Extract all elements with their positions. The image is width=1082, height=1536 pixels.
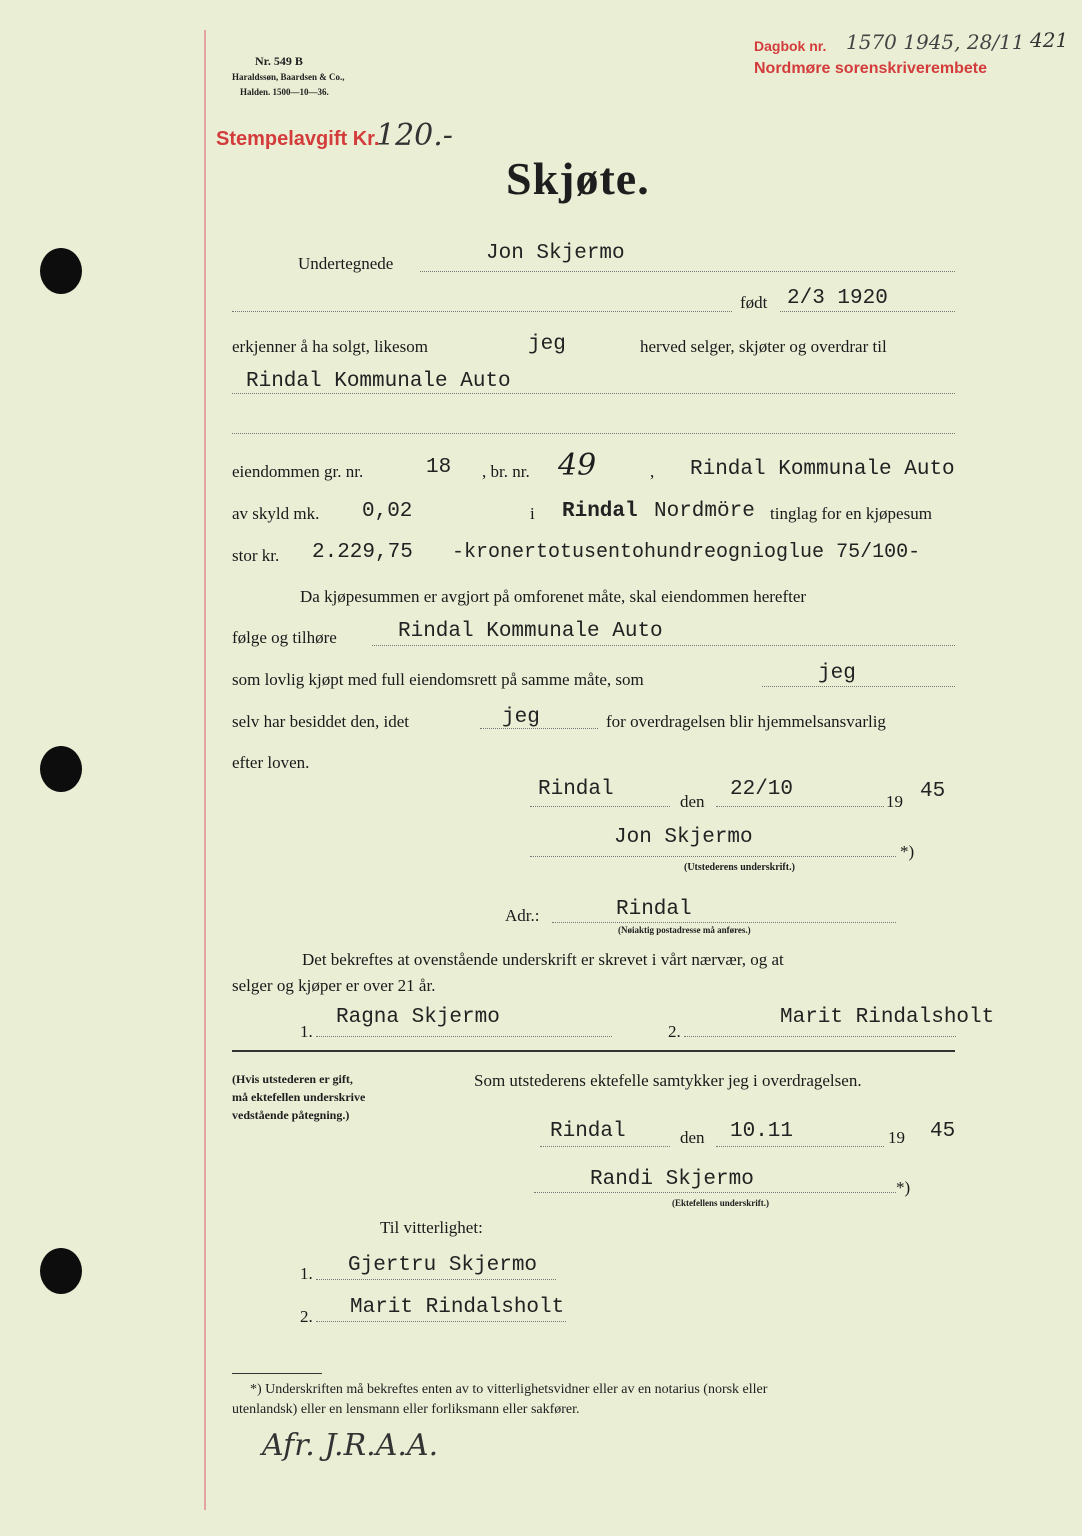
- sign-year: 45: [920, 780, 946, 803]
- folge-name: Rindal Kommunale Auto: [398, 620, 663, 643]
- vitne-2-name: Marit Rindalsholt: [350, 1296, 565, 1319]
- acknowledge-text: erkjenner å ha solgt, likesom: [232, 337, 428, 356]
- fill-line: [316, 1321, 566, 1322]
- sign-place: Rindal: [538, 778, 614, 801]
- address-label: Adr.:: [505, 906, 540, 925]
- sign-date: 22/10: [730, 778, 794, 801]
- fill-line: [716, 806, 884, 807]
- footnote-line-2: utenlandsk) eller en lensmann eller forliksmann eller sakfører.: [232, 1402, 580, 1417]
- document-title: Skjøte.: [506, 153, 650, 204]
- fill-line: [232, 393, 955, 394]
- vitne-1-name: Gjertru Skjermo: [348, 1254, 538, 1277]
- den-label: den: [680, 792, 705, 811]
- punch-hole: [40, 248, 82, 294]
- i-label: i: [530, 504, 535, 523]
- spouse-den-label: den: [680, 1128, 705, 1147]
- herved-text: herved selger, skjøter og overdrar til: [640, 337, 887, 356]
- property-label: eiendommen gr. nr.: [232, 462, 364, 481]
- fill-line: [780, 311, 955, 312]
- vitterlighet-label: Til vitterlighet:: [380, 1218, 483, 1237]
- spouse-signature: Randi Skjermo: [590, 1168, 754, 1191]
- skyld-label: av skyld mk.: [232, 504, 320, 523]
- punch-hole: [40, 1248, 82, 1294]
- year-prefix: 19: [886, 792, 903, 811]
- page-number: 421: [1030, 28, 1069, 52]
- gr-number: 18: [426, 456, 452, 479]
- br-label: , br. nr.: [482, 462, 530, 481]
- overdragelsen-text: for overdragelsen blir hjemmelsansvarlig: [606, 712, 886, 731]
- fill-line: [316, 1036, 612, 1037]
- fill-line: [232, 433, 955, 434]
- fill-line: [530, 806, 670, 807]
- purchase-amount: 2.229,75: [312, 541, 413, 564]
- spouse-sign-date: 10.11: [730, 1120, 794, 1143]
- witness-number-1: 1.: [300, 1022, 313, 1041]
- fill-line: [232, 311, 732, 312]
- fill-line: [762, 686, 955, 687]
- spouse-sign-year: 45: [930, 1120, 956, 1143]
- footnote-line-1: *) Underskriften må bekreftes enten av to vitterlighetsvidner eller av en notarius (norsk eller: [250, 1382, 768, 1397]
- acknowledge-pronoun: jeg: [528, 333, 566, 356]
- fill-line: [316, 1279, 556, 1280]
- parish-struck: Rindal: [562, 500, 638, 523]
- fill-line: [530, 856, 896, 857]
- spouse-footnote-star: *): [896, 1178, 911, 1197]
- journal-number: 1570 1945, 28/11: [846, 30, 1025, 54]
- section-divider: [232, 1050, 955, 1052]
- tinglag-text: tinglag for en kjøpesum: [770, 504, 932, 523]
- line-da: Da kjøpesummen er avgjort på omforenet måte, skal eiendommen herefter: [300, 587, 807, 606]
- witness-line-1: Det bekreftes at ovenstående underskrift er skrevet i vårt nærvær, og at: [302, 950, 784, 969]
- lovlig-text: som lovlig kjøpt med full eiendomsrett på samme måte, som: [232, 670, 644, 689]
- parish-name: Nordmöre: [654, 500, 755, 523]
- folge-label: følge og tilhøre: [232, 628, 337, 647]
- witness-number-2: 2.: [668, 1022, 681, 1041]
- fill-line: [684, 1036, 956, 1037]
- selv-text: selv har besiddet den, idet: [232, 712, 410, 731]
- issuer-signature: Jon Skjermo: [614, 826, 753, 849]
- spouse-year-prefix: 19: [888, 1128, 905, 1147]
- spouse-note-1: (Hvis utstederen er gift,: [232, 1072, 353, 1086]
- stamp-fee-label: Stempelavgift Kr.: [216, 128, 380, 150]
- vitne-number-2: 2.: [300, 1307, 313, 1326]
- spouse-caption: (Ektefellens underskrift.): [672, 1198, 769, 1208]
- stor-label: stor kr.: [232, 546, 280, 565]
- selv-pronoun: jeg: [502, 706, 540, 729]
- fill-line: [716, 1146, 884, 1147]
- born-label: født: [740, 293, 768, 312]
- margin-line: [204, 30, 206, 1510]
- property-name: Rindal Kommunale Auto: [690, 458, 955, 481]
- stamp-fee-value: 120.-: [376, 118, 453, 153]
- witness-line-2: selger og kjøper er over 21 år.: [232, 976, 436, 995]
- punch-hole: [40, 746, 82, 792]
- address-value: Rindal: [616, 898, 692, 921]
- footnote-rule: [232, 1373, 322, 1374]
- undersigned-name: Jon Skjermo: [486, 242, 625, 265]
- address-caption: (Nøiaktig postadresse må anføres.): [618, 925, 751, 935]
- vitne-number-1: 1.: [300, 1264, 313, 1283]
- lovlig-pronoun: jeg: [818, 662, 856, 685]
- fill-line: [372, 645, 955, 646]
- born-date: 2/3 1920: [787, 287, 888, 310]
- undersigned-label: Undertegnede: [298, 254, 394, 273]
- footnote-star: *): [900, 842, 915, 861]
- office-stamp: Nordmøre sorenskriverembete: [754, 60, 987, 77]
- issuer-caption: (Utstederens underskrift.): [684, 862, 795, 873]
- amount-in-words: -kronertotusentohundreognioglue 75/100-: [452, 541, 921, 564]
- skyld-value: 0,02: [362, 500, 413, 523]
- spouse-note-2: må ektefellen underskrive: [232, 1090, 366, 1104]
- fill-line: [552, 922, 896, 923]
- journal-stamp: Dagbok nr.: [754, 38, 827, 54]
- fill-line: [540, 1146, 670, 1147]
- witness-2-name: Marit Rindalsholt: [780, 1006, 995, 1029]
- br-number: 49: [558, 448, 597, 483]
- fill-line: [480, 728, 598, 729]
- printer-name: Haraldssøn, Baardsen & Co.,: [232, 72, 345, 82]
- efter-text: efter loven.: [232, 753, 310, 772]
- spouse-sign-place: Rindal: [550, 1120, 626, 1143]
- buyer-name: Rindal Kommunale Auto: [246, 370, 511, 393]
- printer-line: Halden. 1500—10—36.: [240, 87, 329, 97]
- spouse-note-3: vedstående påtegning.): [232, 1108, 350, 1122]
- consent-text: Som utstederens ektefelle samtykker jeg i overdragelsen.: [474, 1071, 862, 1090]
- fill-line: [420, 271, 955, 272]
- clerk-initials: Afr. J.R.A.A.: [262, 1428, 439, 1463]
- fill-line: [534, 1192, 896, 1193]
- form-number: Nr. 549 B: [255, 54, 303, 68]
- witness-1-name: Ragna Skjermo: [336, 1006, 500, 1029]
- comma: ,: [650, 462, 655, 481]
